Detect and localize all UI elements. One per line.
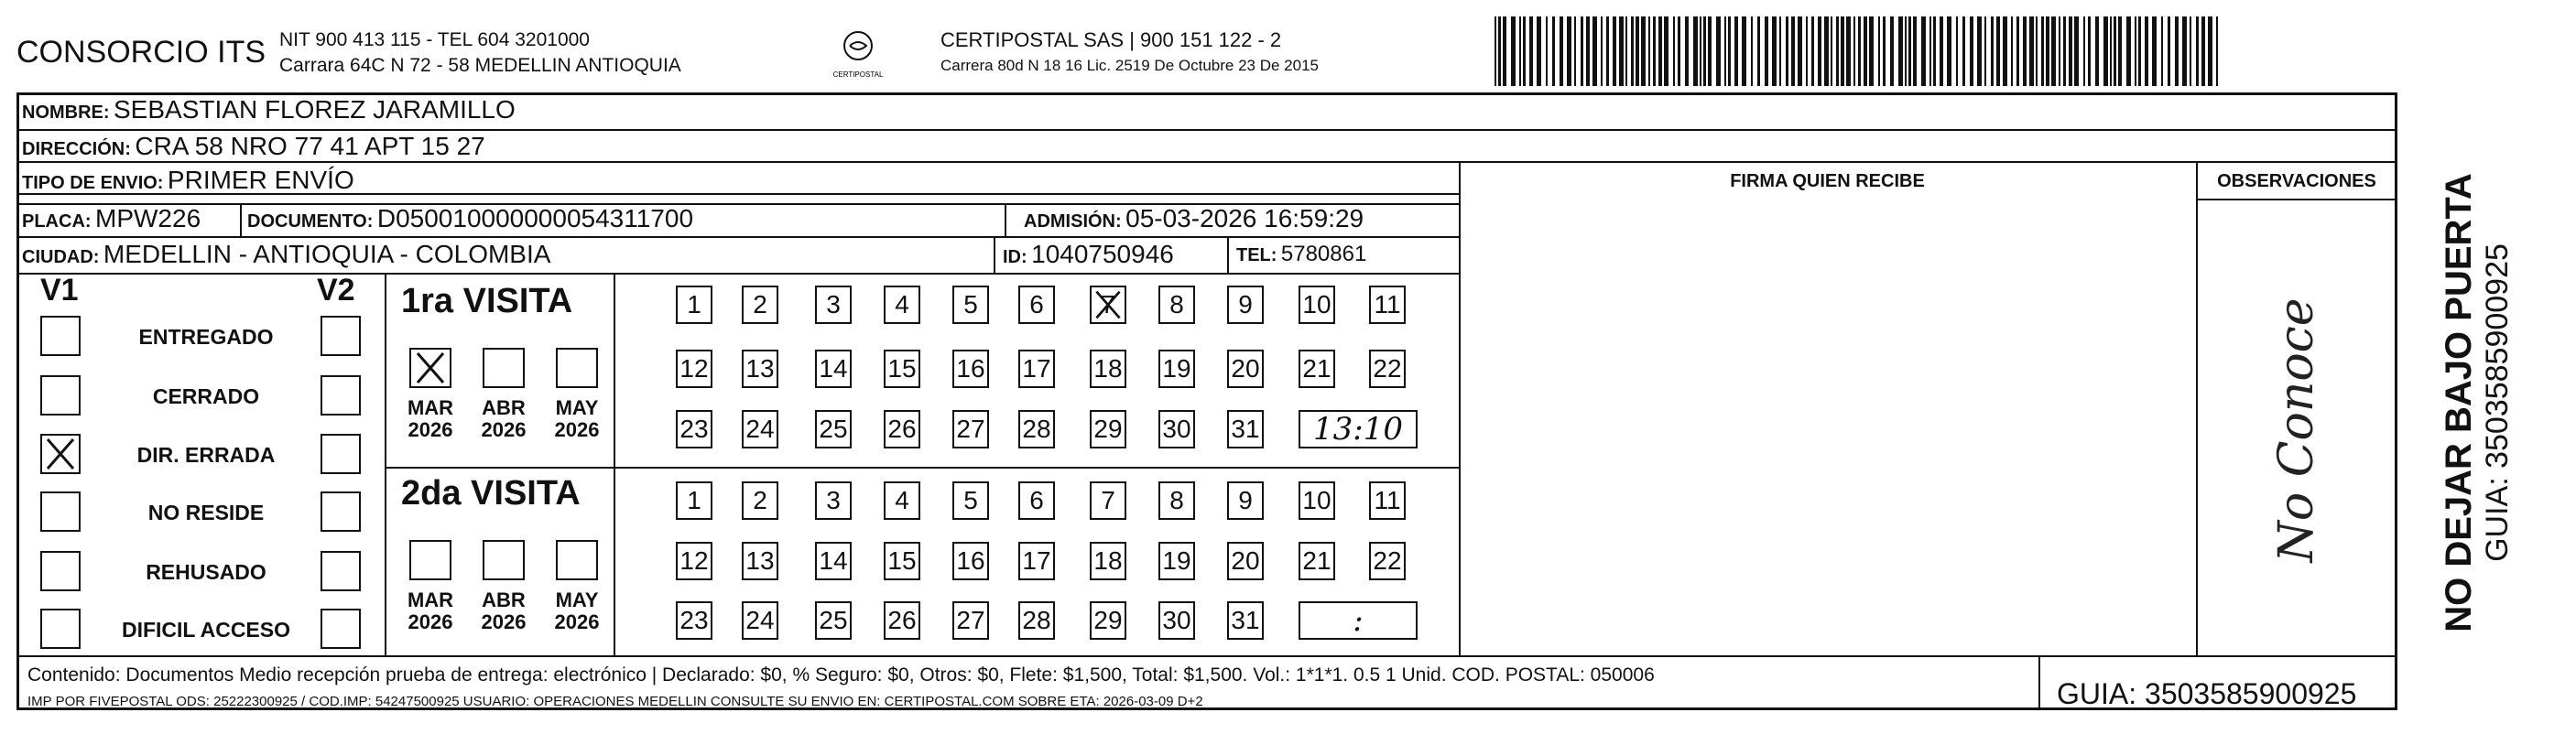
v1-checkbox-1[interactable] (40, 375, 81, 416)
footer-contenido: Contenido: Documentos Medio recepción prueba de entrega: electrónico | Declarado: $0, % Seguro: $0, Otros: $0, Flete: $1,500, Total: $1,500. Vol.: 1*1*1. 0.5 1 Unid. COD. POSTAL: 050006 (27, 664, 1655, 686)
visit1-day-4[interactable]: 4 (884, 286, 920, 324)
visit2-day-19[interactable]: 19 (1158, 542, 1195, 580)
placa-label: PLACA: (22, 211, 92, 232)
visit2-day-30[interactable]: 30 (1158, 601, 1195, 640)
visit2-day-29[interactable]: 29 (1090, 601, 1126, 640)
direccion-label: DIRECCIÓN: (22, 139, 131, 159)
visit2-day-1[interactable]: 1 (676, 481, 712, 520)
firma-label: FIRMA QUIEN RECIBE (1730, 171, 1925, 191)
nombre-label: NOMBRE: (22, 103, 110, 123)
v2-label: V2 (317, 273, 355, 308)
visit1-day-19[interactable]: 19 (1158, 350, 1195, 388)
v2-checkbox-3[interactable] (321, 491, 361, 532)
visit1-day-18[interactable]: 18 (1090, 350, 1126, 388)
visit2-day-2[interactable]: 2 (742, 481, 778, 520)
visit2-day-4[interactable]: 4 (884, 481, 920, 520)
visit1-day-25[interactable]: 25 (815, 410, 852, 448)
visit1-day-20[interactable]: 20 (1227, 350, 1264, 388)
visit1-day-1[interactable]: 1 (676, 286, 712, 324)
v2-checkbox-4[interactable] (321, 551, 361, 591)
direccion-row (22, 132, 485, 161)
visit1-day-31[interactable]: 31 (1227, 410, 1264, 448)
visit1-day-23[interactable]: 23 (676, 410, 712, 448)
visit2-month-checkbox-0[interactable] (409, 540, 451, 580)
visit1-day-22[interactable]: 22 (1369, 350, 1406, 388)
v2-checkbox-0[interactable] (321, 316, 361, 356)
visit2-time-field[interactable]: : (1299, 601, 1418, 640)
id-row (1003, 240, 1174, 269)
address-line: Carrara 64C N 72 - 58 MEDELLIN ANTIOQUIA (279, 55, 681, 76)
visit1-day-26[interactable]: 26 (884, 410, 920, 448)
status-option-label: CERRADO (152, 384, 260, 408)
v1-checkbox-0[interactable] (40, 316, 81, 356)
visit1-month-checkbox-1[interactable] (483, 348, 525, 388)
admision-value: 05-03-2026 16:59:29 (1125, 204, 1364, 232)
visit1-day-16[interactable]: 16 (952, 350, 989, 388)
visit1-day-28[interactable]: 28 (1018, 410, 1055, 448)
visit1-day-21[interactable]: 21 (1299, 350, 1335, 388)
visit2-day-14[interactable]: 14 (815, 542, 852, 580)
side-label (2418, 101, 2537, 705)
visit2-day-6[interactable]: 6 (1018, 481, 1055, 520)
direccion-value: CRA 58 NRO 77 41 APT 15 27 (135, 132, 485, 160)
tipo-envio-value: PRIMER ENVÍO (167, 166, 354, 194)
visit2-day-17[interactable]: 17 (1018, 542, 1055, 580)
id-value: 1040750946 (1031, 240, 1174, 268)
id-label: ID: (1003, 247, 1027, 267)
visit2-day-12[interactable]: 12 (676, 542, 712, 580)
no-dejar-bajo-puerta: NO DEJAR BAJO PUERTA (2439, 173, 2479, 632)
v1-checkbox-2[interactable] (40, 434, 81, 474)
visit2-day-23[interactable]: 23 (676, 601, 712, 640)
tipo-envio-row (22, 166, 354, 195)
nombre-value: SEBASTIAN FLOREZ JARAMILLO (114, 95, 516, 124)
visit2-day-24[interactable]: 24 (742, 601, 778, 640)
visit2-day-25[interactable]: 25 (815, 601, 852, 640)
visit2-day-15[interactable]: 15 (884, 542, 920, 580)
status-option-label: NO RESIDE (147, 501, 265, 524)
tipo-envio-label: TIPO DE ENVIO: (22, 173, 164, 193)
visit1-day-24[interactable]: 24 (742, 410, 778, 448)
v2-checkbox-5[interactable] (321, 609, 361, 649)
visit1-day-13[interactable]: 13 (742, 350, 778, 388)
v2-checkbox-2[interactable] (321, 434, 361, 474)
ciudad-value: MEDELLIN - ANTIOQUIA - COLOMBIA (103, 240, 551, 268)
visit1-day-15[interactable]: 15 (884, 350, 920, 388)
observaciones-label: OBSERVACIONES (2217, 171, 2376, 191)
visit1-month-label: MAY 2026 (554, 396, 600, 441)
visit1-month-label: MAR 2026 (407, 396, 454, 441)
placa-row (22, 204, 201, 233)
status-option-label: DIFICIL ACCESO (121, 618, 290, 642)
company-info (279, 27, 681, 79)
documento-row (247, 204, 693, 233)
visit1-day-29[interactable]: 29 (1090, 410, 1126, 448)
visit2-month-label: ABR 2026 (481, 588, 527, 633)
visit2-day-5[interactable]: 5 (952, 481, 989, 520)
visit2-month-label: MAR 2026 (407, 588, 454, 633)
v1-label: V1 (40, 273, 79, 308)
visit2-month-checkbox-1[interactable] (483, 540, 525, 580)
visit2-day-16[interactable]: 16 (952, 542, 989, 580)
visit2-day-27[interactable]: 27 (952, 601, 989, 640)
status-option-label: ENTREGADO (138, 325, 274, 349)
visit1-month-checkbox-2[interactable] (556, 348, 598, 388)
visit1-day-11[interactable]: 11 (1369, 286, 1406, 324)
visit1-month-checkbox-0[interactable] (409, 348, 451, 388)
visit1-month-label: ABR 2026 (481, 396, 527, 441)
visit2-day-26[interactable]: 26 (884, 601, 920, 640)
visit2-day-20[interactable]: 20 (1227, 542, 1264, 580)
observaciones-area (2196, 211, 2397, 650)
certipostal-line2: Carrera 80d N 18 16 Lic. 2519 De Octubre 23 De 2015 (940, 57, 1319, 74)
visit2-day-8[interactable]: 8 (1158, 481, 1195, 520)
ciudad-label: CIUDAD: (22, 247, 100, 267)
visit1-day-27[interactable]: 27 (952, 410, 989, 448)
visit2-day-11[interactable]: 11 (1369, 481, 1406, 520)
company-name: CONSORCIO ITS (16, 35, 266, 70)
footer-impresion: IMP POR FIVEPOSTAL ODS: 25222300925 / COD.IMP: 54247500925 USUARIO: OPERACIONES MEDELLIN CONSULTE SU ENVIO EN: CERTIPOSTAL.COM SOBRE ETA: 2026-03-09 D+2 (27, 694, 1203, 709)
visit2-day-7[interactable]: 7 (1090, 481, 1126, 520)
documento-label: DOCUMENTO: (247, 211, 374, 232)
tel-row (1236, 242, 1366, 267)
documento-value: D050010000000054311700 (376, 204, 694, 232)
visit2-day-9[interactable]: 9 (1227, 481, 1264, 520)
nombre-row (22, 95, 516, 124)
tel-value: 5780861 (1280, 242, 1367, 266)
visit1-day-10[interactable]: 10 (1299, 286, 1335, 324)
visit2-day-13[interactable]: 13 (742, 542, 778, 580)
visit2-day-21[interactable]: 21 (1299, 542, 1335, 580)
admision-label: ADMISIÓN: (1024, 211, 1122, 232)
certipostal-logo (826, 26, 890, 81)
visit1-day-17[interactable]: 17 (1018, 350, 1055, 388)
visit2-day-3[interactable]: 3 (815, 481, 852, 520)
visit2-month-checkbox-2[interactable] (556, 540, 598, 580)
logo-text: CERTIPOSTAL (832, 70, 884, 79)
certipostal-info (940, 27, 1319, 79)
visit1-day-9[interactable]: 9 (1227, 286, 1264, 324)
v2-checkbox-1[interactable] (321, 375, 361, 416)
visit2-day-22[interactable]: 22 (1369, 542, 1406, 580)
visit2-day-10[interactable]: 10 (1299, 481, 1335, 520)
v1-checkbox-4[interactable] (40, 551, 81, 591)
visit1-day-30[interactable]: 30 (1158, 410, 1195, 448)
visit2-month-label: MAY 2026 (554, 588, 600, 633)
side-guia: GUIA: 3503585900925 (2480, 243, 2515, 562)
observaciones-handwritten: No Conoce (2269, 297, 2324, 563)
tel-label: TEL: (1236, 245, 1277, 265)
visit1-day-5[interactable]: 5 (952, 286, 989, 324)
visit2-title: 2da VISITA (401, 474, 581, 513)
visit1-day-7[interactable]: 7 (1090, 286, 1126, 324)
visit1-day-6[interactable]: 6 (1018, 286, 1055, 324)
ciudad-row (22, 240, 550, 269)
placa-value: MPW226 (95, 204, 201, 232)
visit1-title: 1ra VISITA (401, 282, 573, 320)
admision-row (1024, 204, 1364, 233)
visit1-day-14[interactable]: 14 (815, 350, 852, 388)
visit2-day-31[interactable]: 31 (1227, 601, 1264, 640)
visit2-day-18[interactable]: 18 (1090, 542, 1126, 580)
certipostal-line1: CERTIPOSTAL SAS | 900 151 122 - 2 (940, 28, 1282, 51)
visit1-day-8[interactable]: 8 (1158, 286, 1195, 324)
visit1-day-3[interactable]: 3 (815, 286, 852, 324)
barcode (1495, 16, 2220, 86)
visit1-time-field[interactable]: 13:10 (1299, 410, 1418, 448)
visit1-day-2[interactable]: 2 (742, 286, 778, 324)
visit1-day-12[interactable]: 12 (676, 350, 712, 388)
guia-number: GUIA: 3503585900925 (2057, 677, 2357, 710)
visit2-day-28[interactable]: 28 (1018, 601, 1055, 640)
v1-checkbox-5[interactable] (40, 609, 81, 649)
status-option-label: DIR. ERRADA (136, 443, 276, 467)
v1-checkbox-3[interactable] (40, 491, 81, 532)
nit-line: NIT 900 413 115 - TEL 604 3201000 (279, 29, 590, 50)
status-option-label: REHUSADO (146, 560, 266, 584)
